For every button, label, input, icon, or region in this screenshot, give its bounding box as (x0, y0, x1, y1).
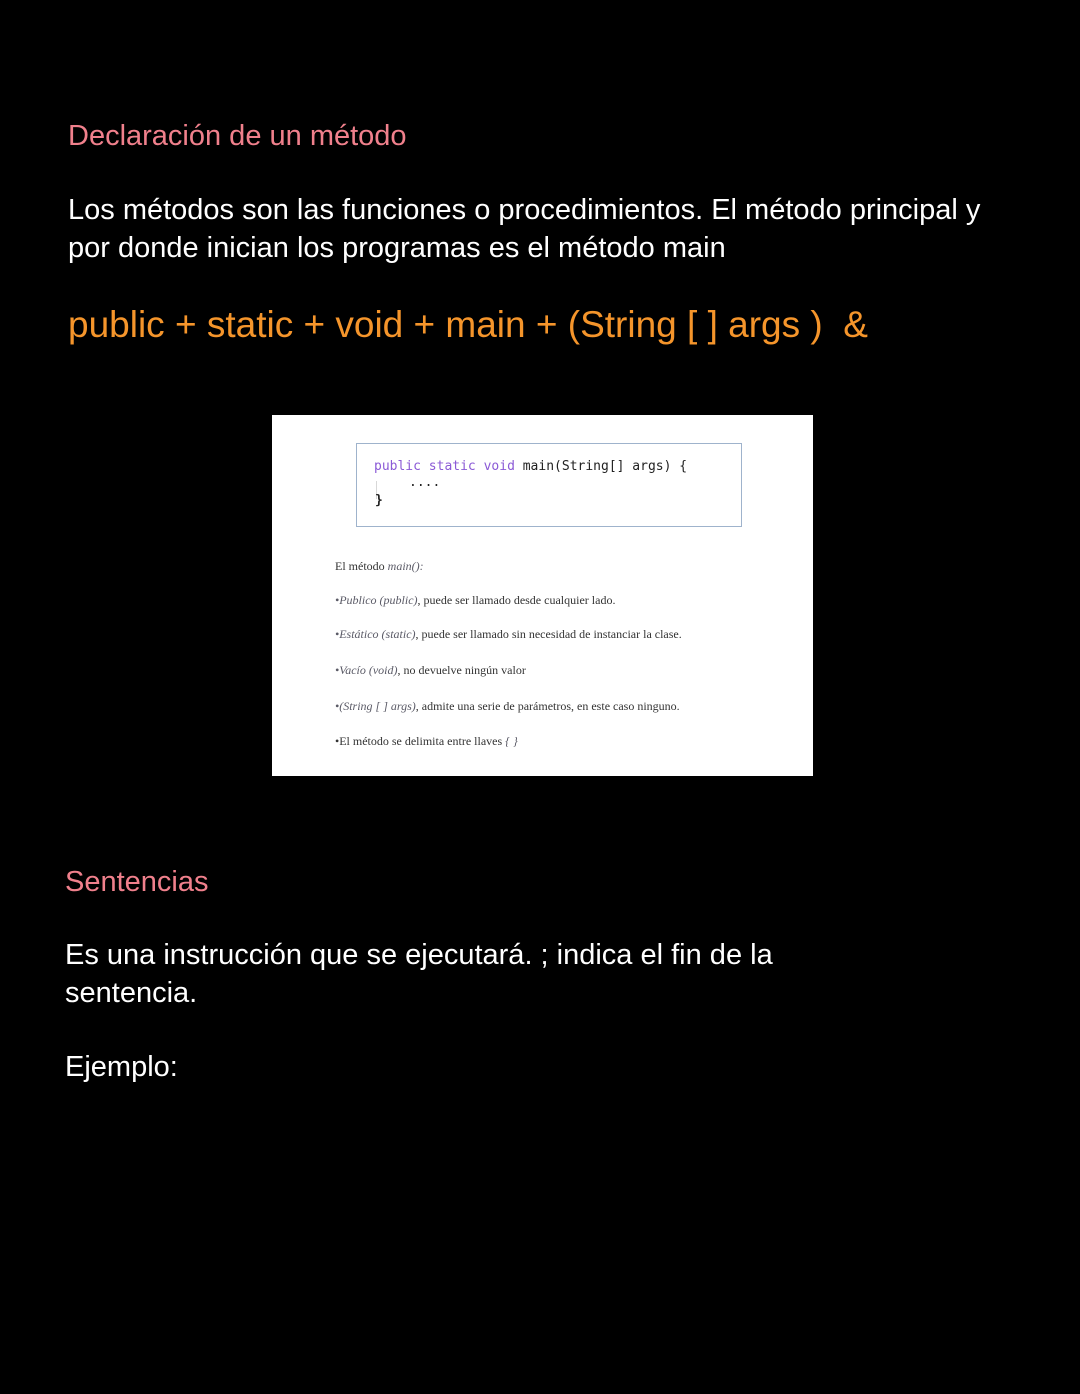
code-snippet (356, 443, 742, 527)
description-item-braces (335, 733, 518, 749)
code-signature-line (374, 459, 687, 474)
intro-em: main(): (387, 559, 424, 573)
item-em-after: { } (505, 734, 518, 748)
item-em: •Estático (static) (335, 627, 416, 641)
example-label: Ejemplo: (65, 1051, 178, 1083)
method-description: Los métodos son las funciones o procedimientos. El método principal y por donde inician los programas es el método main (68, 194, 981, 264)
item-em: •Publico (public) (335, 593, 418, 607)
item-text: •El método se delimita entre llaves (335, 734, 506, 748)
code-keyword-static: static (428, 459, 476, 474)
main-method-figure (272, 415, 813, 776)
description-item-void (335, 662, 526, 678)
item-text: , puede ser llamado sin necesidad de instanciar la clase. (415, 627, 682, 641)
statements-description: Es una instrucción que se ejecutará. ; indica el fin de la sentencia. (65, 939, 773, 1009)
item-text: , no devuelve ningún valor (397, 663, 526, 677)
main-method-formula: public + static + void + main + (String [ ] args ) & (68, 304, 868, 345)
description-item-static (335, 626, 682, 642)
intro-text: El método (335, 559, 388, 573)
code-keyword-public: public (374, 459, 421, 474)
item-text: , puede ser llamado desde cualquier lado. (417, 593, 616, 607)
code-signature-rest: main(String[] args) { (522, 459, 688, 474)
description-item-public (335, 592, 615, 608)
item-em: •Vacío (void) (335, 663, 398, 677)
description-intro (335, 558, 424, 574)
code-keyword-void: void (483, 459, 515, 474)
code-closing-brace: } (375, 493, 383, 508)
section-title-method-declaration: Declaración de un método (68, 120, 407, 152)
description-item-args (335, 698, 680, 714)
code-body-line: .... (409, 475, 441, 490)
item-em: •(String [ ] args) (335, 699, 416, 713)
section-title-statements: Sentencias (65, 866, 209, 898)
item-text: , admite una serie de parámetros, en este caso ninguno. (415, 699, 680, 713)
